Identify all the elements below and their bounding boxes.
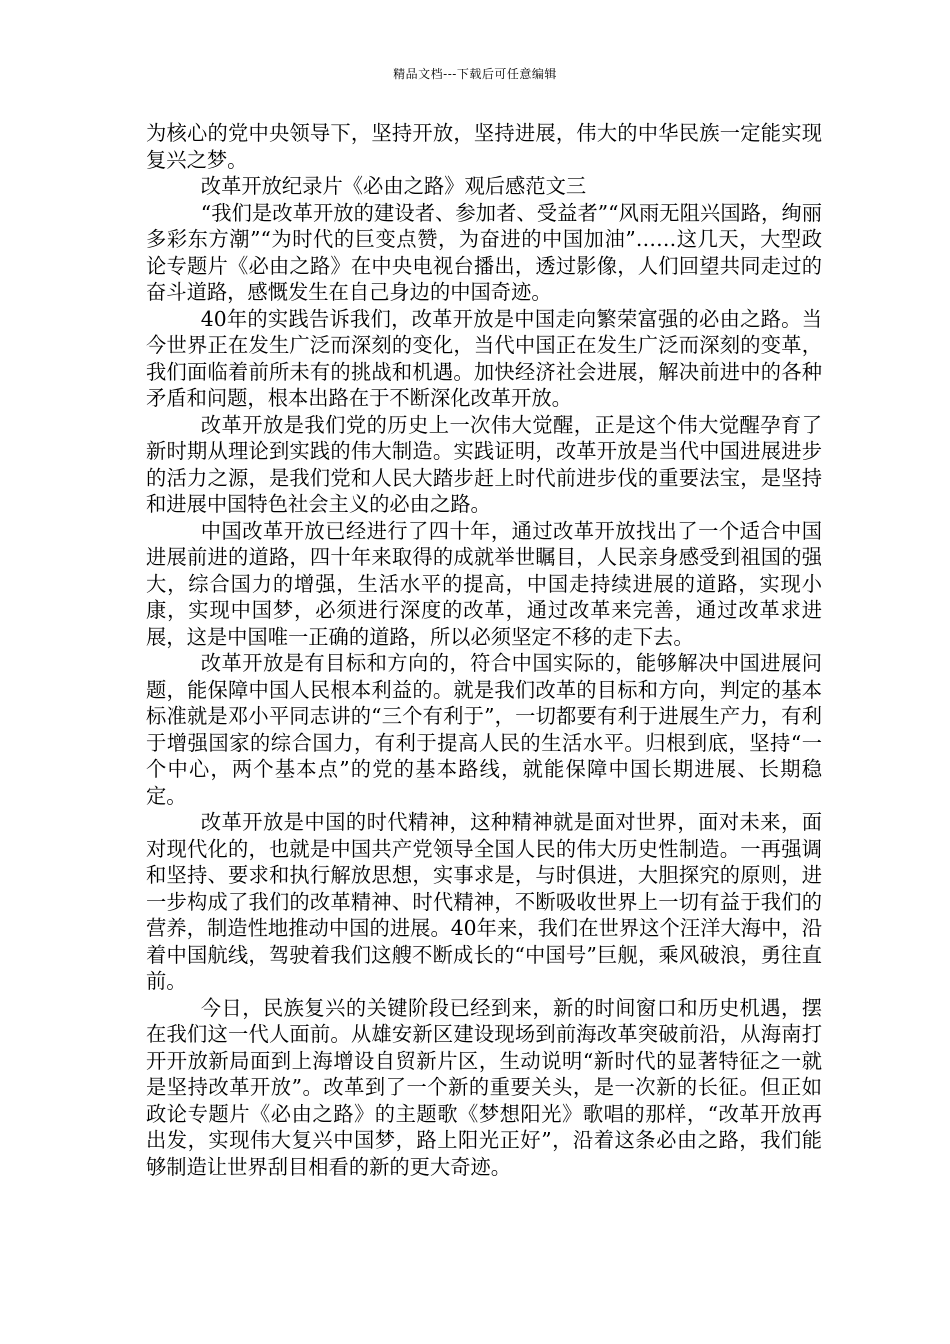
document-body xyxy=(146,120,822,1180)
paragraph: 改革开放是我们党的历史上一次伟大觉醒，正是这个伟大觉醒孕育了新时期从理论到实践的伟大制造。实践证明，改革开放是当代中国进展进步的活力之源，是我们党和人民大踏步赶上时代前进步伐的重要法宝，是坚持和进展中国特色社会主义的必由之路。 xyxy=(146,412,822,516)
paragraph: 中国改革开放已经进行了四十年，通过改革开放找出了一个适合中国进展前进的道路，四十年来取得的成就举世瞩目，人民亲身感受到祖国的强大，综合国力的增强，生活水平的提高，中国走持续进展的道路，实现小康，实现中国梦，必须进行深度的改革，通过改革来完善，通过改革求进展，这是中国唯一正确的道路，所以必须坚定不移的走下去。 xyxy=(146,518,822,649)
paragraph-intro: “我们是改革开放的建设者、参加者、受益者”“风雨无阻兴国路，绚丽多彩东方潮”“为时代的巨变点赞，为奋进的中国加油”……这几天，大型政论专题片《必由之路》在中央电视台播出，透过影像，人们回望共同走过的奋斗道路，感慨发生在自己身边的中国奇迹。 xyxy=(146,200,822,304)
paragraph-conclusion: 今日，民族复兴的关键阶段已经到来，新的时间窗口和历史机遇，摆在我们这一代人面前。从雄安新区建设现场到前海改革突破前沿，从海南打开开放新局面到上海增设自贸新片区，生动说明“新时代的显著特征之一就是坚持改革开放”。改革到了一个新的重要关头，是一次新的长征。但正如政论专题片《必由之路》的主题歌《梦想阳光》歌唱的那样，“改革开放再出发，实现伟大复兴中国梦，路上阳光正好”，沿着这条必由之路，我们能够制造让世界刮目相看的新的更大奇迹。 xyxy=(146,995,822,1179)
running-header: 精品文档---下载后可任意编辑 xyxy=(393,67,557,81)
section-heading: 改革开放纪录片《必由之路》观后感范文三 xyxy=(200,174,587,198)
paragraph: 40年的实践告诉我们，改革开放是中国走向繁荣富强的必由之路。当今世界正在发生广泛而深刻的变化，当代中国正在发生广泛而深刻的变革，我们面临着前所未有的挑战和机遇。加快经济社会进展，解决前进中的各种矛盾和问题，根本出路在于不断深化改革开放。 xyxy=(146,306,822,410)
paragraph: 改革开放是有目标和方向的，符合中国实际的，能够解决中国进展问题，能保障中国人民根本利益的。就是我们改革的目标和方向，判定的基本标准就是邓小平同志讲的“三个有利于”，一切都要有利于进展生产力，有利于增强国家的综合国力，有利于提高人民的生活水平。归根到底，坚持“一个中心，两个基本点”的党的基本路线，就能保障中国长期进展、长期稳定。 xyxy=(146,651,822,808)
paragraph-continuation: 为核心的党中央领导下，坚持开放，坚持进展，伟大的中华民族一定能实现复兴之梦。 xyxy=(146,121,822,172)
paragraph: 改革开放是中国的时代精神，这种精神就是面对世界，面对未来，面对现代化的，也就是中国共产党领导全国人民的伟大历史性制造。一再强调和坚持、要求和执行解放思想，实事求是，与时俱进，大胆探究的原则，进一步构成了我们的改革精神、时代精神，不断吸收世界上一切有益于我们的营养，制造性地推动中国的进展。40年来，我们在世界这个汪洋大海中，沿着中国航线，驾驶着我们这艘不断成长的“中国号”巨舰，乘风破浪，勇往直前。 xyxy=(146,810,822,993)
